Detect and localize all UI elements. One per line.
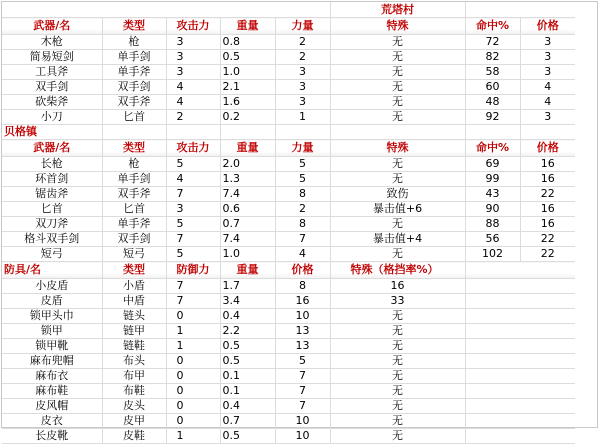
table-cell[interactable]: 双手剑 — [102, 80, 166, 95]
table-cell[interactable]: 无 — [330, 110, 465, 125]
table-row — [2, 157, 575, 172]
table-cell[interactable]: 枪 — [102, 157, 166, 172]
table-cell[interactable]: 皮鞋 — [102, 429, 166, 444]
table-cell[interactable]: 8 — [275, 187, 330, 202]
table-cell[interactable]: 0 — [166, 414, 220, 429]
table-cell[interactable]: 16 — [520, 157, 575, 172]
table-row — [2, 95, 575, 110]
table-cell[interactable]: 无 — [330, 217, 465, 232]
table-cell[interactable]: 22 — [520, 187, 575, 202]
table-cell[interactable]: 7 — [275, 369, 330, 384]
table-cell[interactable]: 4 — [166, 95, 220, 110]
table-cell[interactable]: 3 — [275, 80, 330, 95]
table-row — [2, 247, 575, 262]
table-cell[interactable]: 0 — [166, 354, 220, 369]
table-cell[interactable]: 4 — [166, 80, 220, 95]
table-cell[interactable]: 长皮靴 — [2, 429, 102, 444]
table-cell[interactable]: 4 — [520, 80, 575, 95]
table-row — [2, 172, 575, 187]
table-cell[interactable]: 双刀斧 — [2, 217, 102, 232]
table-row — [2, 324, 575, 339]
table-cell[interactable]: 60 — [465, 80, 520, 95]
table-cell[interactable]: 99 — [465, 172, 520, 187]
table-cell[interactable]: 无 — [330, 399, 465, 414]
table-cell[interactable]: 0 — [166, 309, 220, 324]
table-cell[interactable]: 无 — [330, 80, 465, 95]
table-cell[interactable]: 72 — [465, 35, 520, 50]
blank-cell[interactable] — [465, 125, 520, 140]
blank-cell[interactable] — [465, 324, 575, 339]
table-cell[interactable]: 1.3 — [220, 172, 275, 187]
blank-cell[interactable] — [465, 339, 575, 354]
table-cell[interactable]: 3 — [520, 50, 575, 65]
table-cell[interactable]: 单手斧 — [102, 65, 166, 80]
blank-cell[interactable] — [465, 369, 575, 384]
column-header[interactable]: 价格 — [275, 262, 330, 279]
table-cell[interactable]: 布鞋 — [102, 384, 166, 399]
table-cell[interactable]: 1 — [275, 110, 330, 125]
table-cell[interactable]: 10 — [275, 429, 330, 444]
column-header[interactable]: 力量 — [275, 140, 330, 157]
table-cell[interactable]: 砍柴斧 — [2, 95, 102, 110]
table-cell[interactable]: 无 — [330, 247, 465, 262]
table-cell[interactable]: 无 — [330, 369, 465, 384]
table-cell[interactable]: 枪 — [102, 35, 166, 50]
village-title-row — [2, 125, 575, 140]
table-cell[interactable]: 3 — [166, 50, 220, 65]
table-cell[interactable]: 58 — [465, 65, 520, 80]
table-cell[interactable]: 链头 — [102, 309, 166, 324]
table-cell[interactable]: 7.4 — [220, 232, 275, 247]
table-cell[interactable]: 7 — [166, 187, 220, 202]
table-cell[interactable]: 1 — [166, 339, 220, 354]
table-cell[interactable]: 0 — [166, 399, 220, 414]
table-cell[interactable]: 双手剑 — [102, 232, 166, 247]
table-cell[interactable]: 0.1 — [220, 369, 275, 384]
table-cell[interactable]: 暴击值+4 — [330, 232, 465, 247]
table-cell[interactable]: 0 — [166, 384, 220, 399]
table-cell[interactable]: 布头 — [102, 354, 166, 369]
blank-cell[interactable] — [465, 279, 575, 294]
table-cell[interactable]: 69 — [465, 157, 520, 172]
table-row — [2, 35, 575, 50]
table-cell[interactable]: 1 — [166, 429, 220, 444]
table-row — [2, 369, 575, 384]
table-row — [2, 65, 575, 80]
table-cell[interactable]: 3 — [520, 65, 575, 80]
armor-header-row — [2, 262, 575, 279]
table-cell[interactable]: 88 — [465, 217, 520, 232]
table-row — [2, 414, 575, 429]
blank-cell[interactable] — [465, 309, 575, 324]
table-cell[interactable]: 无 — [330, 354, 465, 369]
table-cell[interactable]: 3 — [166, 202, 220, 217]
column-header[interactable]: 特殊（格挡率%） — [330, 262, 465, 279]
table-cell[interactable]: 43 — [465, 187, 520, 202]
column-header[interactable]: 价格 — [520, 18, 575, 35]
table-cell[interactable]: 1 — [166, 324, 220, 339]
table-row — [2, 232, 575, 247]
table-cell[interactable]: 22 — [520, 232, 575, 247]
table-cell[interactable]: 2 — [275, 50, 330, 65]
table-cell[interactable]: 3 — [275, 95, 330, 110]
table-cell[interactable]: 0.5 — [220, 50, 275, 65]
table-cell[interactable]: 22 — [520, 247, 575, 262]
table-cell[interactable]: 锁甲 — [2, 324, 102, 339]
table-cell[interactable]: 16 — [520, 202, 575, 217]
table-cell[interactable]: 3 — [275, 65, 330, 80]
table-cell[interactable]: 13 — [275, 324, 330, 339]
blank-cell[interactable] — [465, 414, 575, 429]
blank-cell[interactable] — [465, 2, 575, 18]
village-title[interactable]: 荒塔村 — [330, 2, 465, 18]
table-cell[interactable]: 无 — [330, 172, 465, 187]
equipment-table — [2, 2, 575, 444]
table-cell[interactable]: 无 — [330, 414, 465, 429]
table-cell[interactable]: 麻布鞋 — [2, 384, 102, 399]
table-cell[interactable]: 8 — [275, 279, 330, 294]
table-cell[interactable]: 链甲 — [102, 324, 166, 339]
table-cell[interactable]: 锁甲头巾 — [2, 309, 102, 324]
table-cell[interactable]: 0.4 — [220, 309, 275, 324]
spreadsheet — [1, 1, 598, 442]
blank-cell[interactable] — [465, 429, 575, 444]
blank-cell[interactable] — [465, 384, 575, 399]
table-cell[interactable]: 麻布衣 — [2, 369, 102, 384]
table-cell[interactable]: 1.7 — [220, 279, 275, 294]
table-cell[interactable]: 0.1 — [220, 384, 275, 399]
table-cell[interactable]: 格斗双手剑 — [2, 232, 102, 247]
table-cell[interactable]: 2 — [275, 202, 330, 217]
table-row — [2, 279, 575, 294]
table-cell[interactable]: 无 — [330, 309, 465, 324]
table-cell[interactable]: 匕首 — [2, 202, 102, 217]
table-cell[interactable]: 无 — [330, 339, 465, 354]
table-cell[interactable]: 13 — [275, 339, 330, 354]
table-cell[interactable]: 90 — [465, 202, 520, 217]
table-cell[interactable]: 小刀 — [2, 110, 102, 125]
column-header[interactable]: 类型 — [102, 18, 166, 35]
table-row — [2, 50, 575, 65]
blank-cell[interactable] — [166, 125, 220, 140]
table-cell[interactable]: 0.7 — [220, 414, 275, 429]
table-cell[interactable]: 锁甲靴 — [2, 339, 102, 354]
column-header[interactable]: 价格 — [520, 140, 575, 157]
table-cell[interactable]: 16 — [330, 279, 465, 294]
table-cell[interactable]: 皮甲 — [102, 414, 166, 429]
column-header[interactable]: 类型 — [102, 140, 166, 157]
table-cell[interactable]: 中盾 — [102, 294, 166, 309]
weapon-header-row — [2, 18, 575, 35]
table-cell[interactable]: 4 — [275, 247, 330, 262]
table-cell[interactable]: 7.4 — [220, 187, 275, 202]
blank-cell[interactable] — [102, 125, 166, 140]
table-cell[interactable]: 无 — [330, 95, 465, 110]
table-cell[interactable]: 5 — [166, 247, 220, 262]
table-cell[interactable]: 1.6 — [220, 95, 275, 110]
table-cell[interactable]: 匕首 — [102, 202, 166, 217]
table-cell[interactable]: 无 — [330, 65, 465, 80]
column-header[interactable]: 武器/名 — [2, 18, 102, 35]
table-row — [2, 202, 575, 217]
table-cell[interactable]: 7 — [166, 279, 220, 294]
table-cell[interactable]: 0 — [166, 369, 220, 384]
table-row — [2, 294, 575, 309]
table-cell[interactable]: 2.2 — [220, 324, 275, 339]
table-cell[interactable]: 92 — [465, 110, 520, 125]
table-cell[interactable]: 皮风帽 — [2, 399, 102, 414]
table-cell[interactable]: 布甲 — [102, 369, 166, 384]
table-cell[interactable]: 简易短剑 — [2, 50, 102, 65]
table-cell[interactable]: 3 — [520, 110, 575, 125]
table-cell[interactable]: 5 — [166, 217, 220, 232]
table-cell[interactable]: 2 — [166, 110, 220, 125]
table-row — [2, 384, 575, 399]
table-cell[interactable]: 16 — [275, 294, 330, 309]
table-row — [2, 429, 575, 444]
table-cell[interactable]: 小皮盾 — [2, 279, 102, 294]
table-cell[interactable]: 16 — [520, 172, 575, 187]
blank-cell[interactable] — [330, 125, 465, 140]
table-cell[interactable]: 短弓 — [102, 247, 166, 262]
table-cell[interactable]: 2.1 — [220, 80, 275, 95]
column-header[interactable]: 武器/名 — [2, 140, 102, 157]
table-row — [2, 80, 575, 95]
table-cell[interactable]: 2.0 — [220, 157, 275, 172]
table-cell[interactable]: 7 — [275, 399, 330, 414]
blank-cell[interactable] — [465, 262, 575, 279]
table-cell[interactable]: 5 — [275, 354, 330, 369]
table-cell[interactable]: 单手剑 — [102, 50, 166, 65]
column-header[interactable]: 重量 — [220, 140, 275, 157]
table-cell[interactable]: 短弓 — [2, 247, 102, 262]
blank-cell[interactable] — [220, 125, 275, 140]
column-header[interactable]: 命中% — [465, 18, 520, 35]
table-cell[interactable]: 皮盾 — [2, 294, 102, 309]
blank-cell[interactable] — [465, 294, 575, 309]
table-cell[interactable]: 暴击值+6 — [330, 202, 465, 217]
table-cell[interactable]: 环首剑 — [2, 172, 102, 187]
table-cell[interactable]: 10 — [275, 309, 330, 324]
table-cell[interactable]: 0.6 — [220, 202, 275, 217]
table-cell[interactable]: 5 — [275, 157, 330, 172]
table-cell[interactable]: 0.5 — [220, 339, 275, 354]
table-cell[interactable]: 1.0 — [220, 65, 275, 80]
table-cell[interactable]: 单手剑 — [102, 172, 166, 187]
table-cell[interactable]: 10 — [275, 414, 330, 429]
table-cell[interactable]: 0.7 — [220, 217, 275, 232]
table-cell[interactable]: 7 — [166, 294, 220, 309]
village-title-row — [2, 2, 575, 18]
table-row — [2, 399, 575, 414]
table-cell[interactable]: 0.4 — [220, 399, 275, 414]
table-cell[interactable]: 1.0 — [220, 247, 275, 262]
table-cell[interactable]: 皮头 — [102, 399, 166, 414]
village-title[interactable]: 贝格镇 — [2, 125, 102, 140]
column-header[interactable]: 防具/名 — [2, 262, 102, 279]
table-cell[interactable]: 7 — [166, 232, 220, 247]
table-cell[interactable]: 长枪 — [2, 157, 102, 172]
table-cell[interactable]: 双手剑 — [2, 80, 102, 95]
table-cell[interactable]: 2 — [275, 35, 330, 50]
table-cell[interactable]: 0.5 — [220, 354, 275, 369]
table-cell[interactable]: 无 — [330, 429, 465, 444]
table-cell[interactable]: 5 — [166, 157, 220, 172]
table-cell[interactable]: 双手斧 — [102, 95, 166, 110]
table-cell[interactable]: 无 — [330, 157, 465, 172]
table-cell[interactable]: 匕首 — [102, 110, 166, 125]
table-cell[interactable]: 3.4 — [220, 294, 275, 309]
column-header[interactable]: 攻击力 — [166, 18, 220, 35]
table-cell[interactable]: 7 — [275, 384, 330, 399]
column-header[interactable]: 力量 — [275, 18, 330, 35]
column-header[interactable]: 重量 — [220, 18, 275, 35]
table-cell[interactable]: 致伤 — [330, 187, 465, 202]
table-cell[interactable]: 无 — [330, 324, 465, 339]
table-cell[interactable]: 3 — [166, 65, 220, 80]
table-cell[interactable]: 8 — [275, 217, 330, 232]
table-cell[interactable]: 0.2 — [220, 110, 275, 125]
table-row — [2, 187, 575, 202]
table-row — [2, 217, 575, 232]
table-cell[interactable]: 小盾 — [102, 279, 166, 294]
table-row — [2, 110, 575, 125]
column-header[interactable]: 特殊 — [330, 18, 465, 35]
table-cell[interactable]: 无 — [330, 384, 465, 399]
blank-cell[interactable] — [465, 399, 575, 414]
table-cell[interactable]: 4 — [520, 95, 575, 110]
table-cell[interactable]: 5 — [275, 172, 330, 187]
table-cell[interactable]: 33 — [330, 294, 465, 309]
table-row — [2, 354, 575, 369]
table-row — [2, 339, 575, 354]
column-header[interactable]: 防御力 — [166, 262, 220, 279]
blank-cell[interactable] — [465, 354, 575, 369]
column-header[interactable]: 重量 — [220, 262, 275, 279]
table-cell[interactable]: 无 — [330, 50, 465, 65]
table-cell[interactable]: 0.5 — [220, 429, 275, 444]
table-cell[interactable]: 木枪 — [2, 35, 102, 50]
table-cell[interactable]: 7 — [275, 232, 330, 247]
table-cell[interactable]: 48 — [465, 95, 520, 110]
table-row — [2, 309, 575, 324]
table-cell[interactable]: 3 — [520, 35, 575, 50]
table-cell[interactable]: 麻布兜帽 — [2, 354, 102, 369]
weapon-header-row — [2, 140, 575, 157]
column-header[interactable]: 类型 — [102, 262, 166, 279]
table-cell[interactable]: 4 — [166, 172, 220, 187]
table-cell[interactable]: 56 — [465, 232, 520, 247]
table-cell[interactable]: 双手斧 — [102, 187, 166, 202]
table-cell[interactable]: 工具斧 — [2, 65, 102, 80]
blank-cell[interactable] — [2, 2, 330, 18]
column-header[interactable]: 命中% — [465, 140, 520, 157]
column-header[interactable]: 攻击力 — [166, 140, 220, 157]
blank-cell[interactable] — [520, 125, 575, 140]
table-cell[interactable]: 82 — [465, 50, 520, 65]
column-header[interactable]: 特殊 — [330, 140, 465, 157]
table-cell[interactable]: 102 — [465, 247, 520, 262]
table-cell[interactable]: 锯齿斧 — [2, 187, 102, 202]
table-cell[interactable]: 无 — [330, 35, 465, 50]
table-cell[interactable]: 单手斧 — [102, 217, 166, 232]
table-cell[interactable]: 3 — [166, 35, 220, 50]
blank-cell[interactable] — [275, 125, 330, 140]
table-cell[interactable]: 链鞋 — [102, 339, 166, 354]
table-cell[interactable]: 0.8 — [220, 35, 275, 50]
table-cell[interactable]: 皮衣 — [2, 414, 102, 429]
table-cell[interactable]: 16 — [520, 217, 575, 232]
